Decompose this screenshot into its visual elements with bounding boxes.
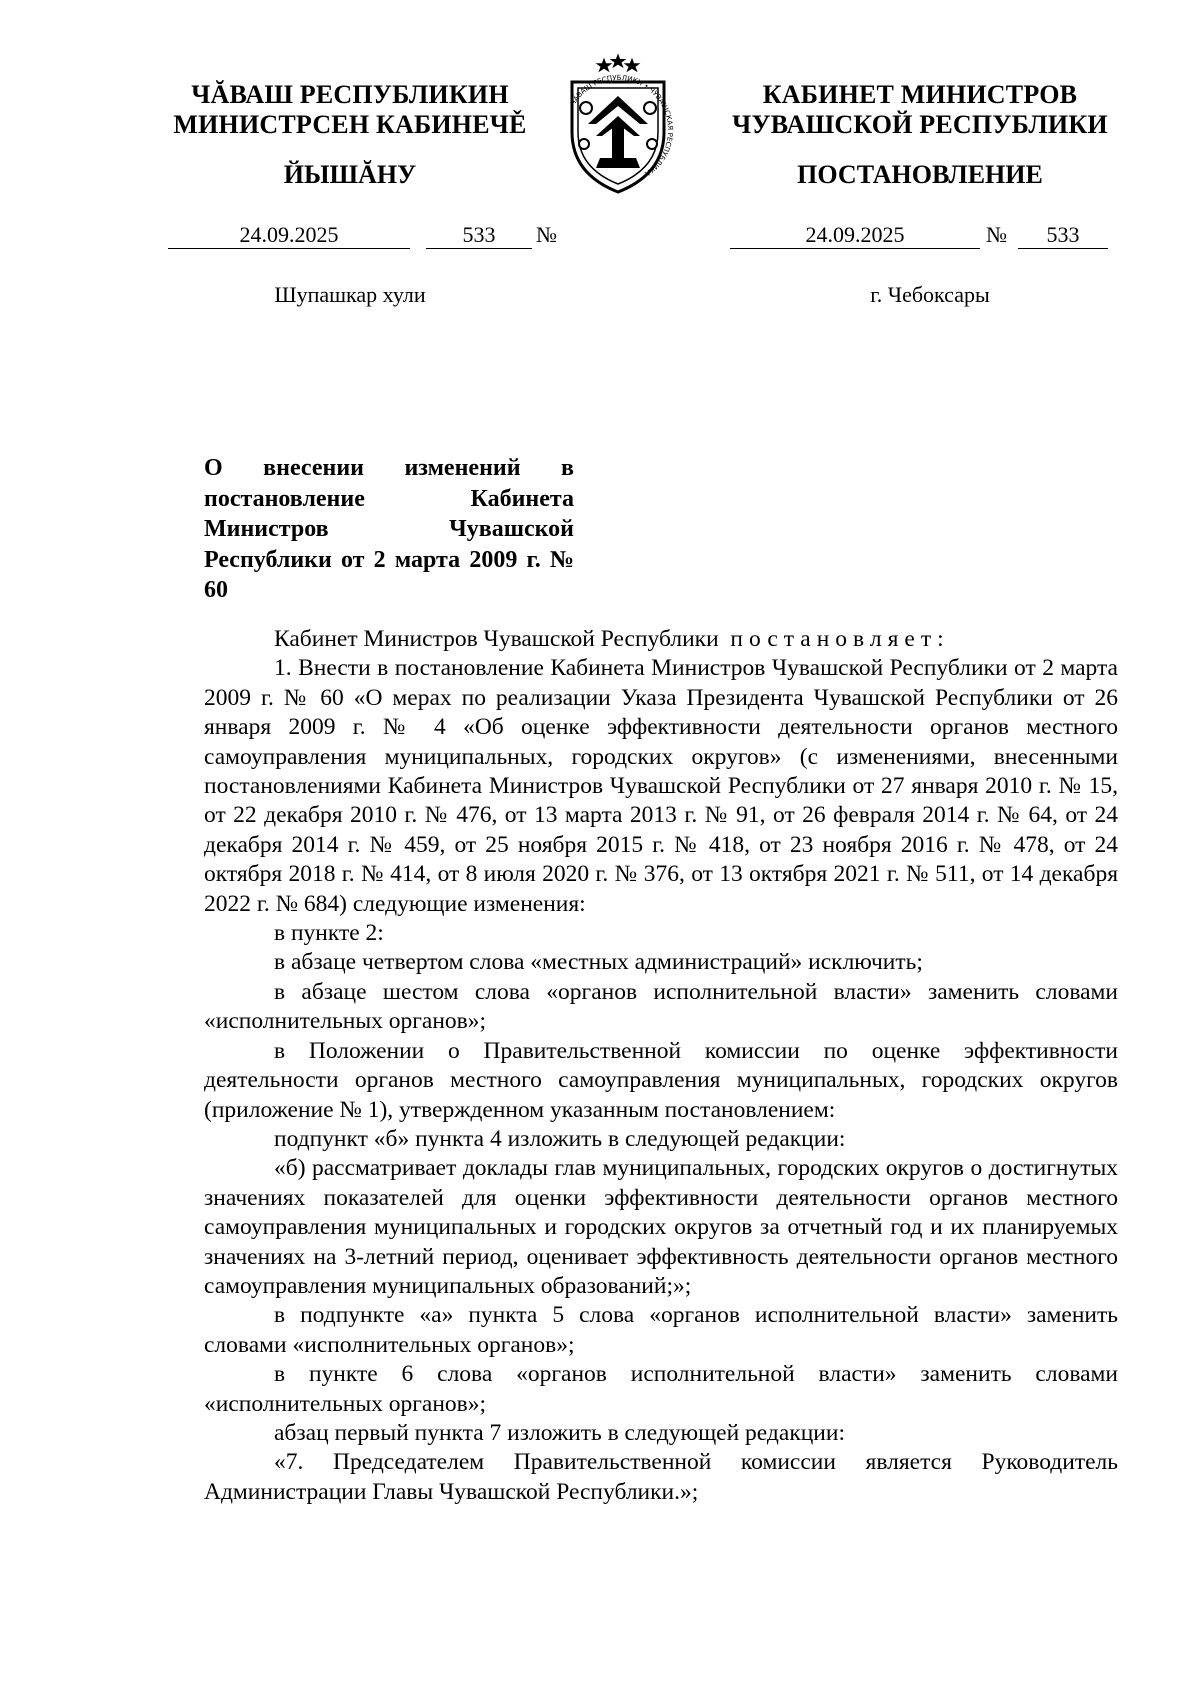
body-paragraph: абзац первый пункта 7 изложить в следующей редакции: [274,1419,845,1446]
body-intro-verb: постановляет: [730,626,950,652]
body-paragraph: подпункт «б» пункта 4 изложить в следующей редакции: [274,1125,846,1152]
right-number-field: 533 [1018,222,1108,249]
body-intro [204,625,1118,654]
header-left-line1: ЧĂВАШ РЕСПУБЛИКИН [191,80,509,109]
left-date-field: 24.09.2025 [168,222,410,249]
header-right-line2: ЧУВАШСКОЙ РЕСПУБЛИКИ [732,110,1108,139]
body-intro-prefix: Кабинет Министров Чувашской Республики [274,626,719,652]
left-number-field: 533 [426,222,532,249]
body-paragraph: «б) рассматривает доклады глав муниципальных, городских округов о достигнутых значениях показателей для оценки эффективности деятельности органов местного самоуправления муниципальных и городских округов за отчетный год и их планируемых значениях на 3-летний период, оценивает эффективность деятельности органов местного самоуправления муниципальных образований;»; [204,1155,1118,1299]
body-paragraph: 1. Внести в постановление Кабинета Министров Чувашской Республики от 2 марта 2009 г. № 60 «О мерах по реализации Указа Президента Чувашской Республики от 26 января 2009 г. № 4 «Об оценке эффективности деятельности органов местного самоуправления муниципальных, городских округов» (с изменениями, внесенными постановлениями Кабинета Министров Чувашской Республики от 27 января 2010 г. № 15, от 22 декабря 2010 г. № 476, от 13 марта 2013 г. № 91, от 26 февраля 2014 г. № 64, от 24 декабря 2014 г. № 459, от 25 ноября 2015 г. № 418, от 23 ноября 2016 г. № 478, от 24 октября 2018 г. № 414, от 8 июля 2020 г. № 376, от 13 октября 2021 г. № 511, от 14 декабря 2022 г. № 684) следующие изменения: [204,655,1118,917]
emblem-ring-text: ЧĂВАШ РЕСПУБЛИКИ • ЧУВАШСКАЯ РЕСПУБЛИКА [569,73,675,178]
right-date-field: 24.09.2025 [730,222,980,249]
right-number-sign: № [986,222,1007,247]
left-number-sign: № [536,222,557,247]
document-title: О внесении изменений в постановление Кабинета Министров Чувашской Республики от 2 марта 2009 г. № 60 [204,455,574,603]
header-right-doc-type: ПОСТАНОВЛЕНИЕ [797,160,1043,189]
body-paragraph: «7. Председателем Правительственной комиссии является Руководитель Администрации Главы Чувашской Республики.»; [204,1449,1118,1505]
coat-of-arms-emblem [548,52,688,202]
document-body [204,625,1118,1507]
header-right [720,80,1120,140]
header-right-line1: КАБИНЕТ МИНИСТРОВ [762,80,1078,109]
right-city: г. Чебоксары [870,282,990,307]
body-paragraph: в абзаце шестом слова «органов исполнительной власти» заменить словами «исполнительных органов»; [204,978,1118,1035]
body-paragraph: в пункте 6 слова «органов исполнительной власти» заменить словами «исполнительных органов»; [204,1361,1118,1417]
body-paragraph: в подпункте «а» пункта 5 слова «органов исполнительной власти» заменить словами «исполнительных органов»; [204,1302,1118,1358]
body-paragraph: в Положении о Правительственной комиссии по оценке эффективности деятельности органов местного самоуправления муниципальных, городских округов (приложение № 1), утвержденном указанным постановлением: [204,1037,1118,1123]
body-paragraph: в пункте 2: [274,920,384,947]
header-left-line2: МИНИСТРСЕН КАБИНЕЧĚ [173,110,527,139]
left-city: Шупашкар хули [274,282,426,307]
header-left [150,80,550,140]
header-left-doc-type: ЙЫШĂНУ [283,160,417,189]
body-paragraph: в абзаце четвертом слова «местных администраций» исключить; [274,949,923,976]
